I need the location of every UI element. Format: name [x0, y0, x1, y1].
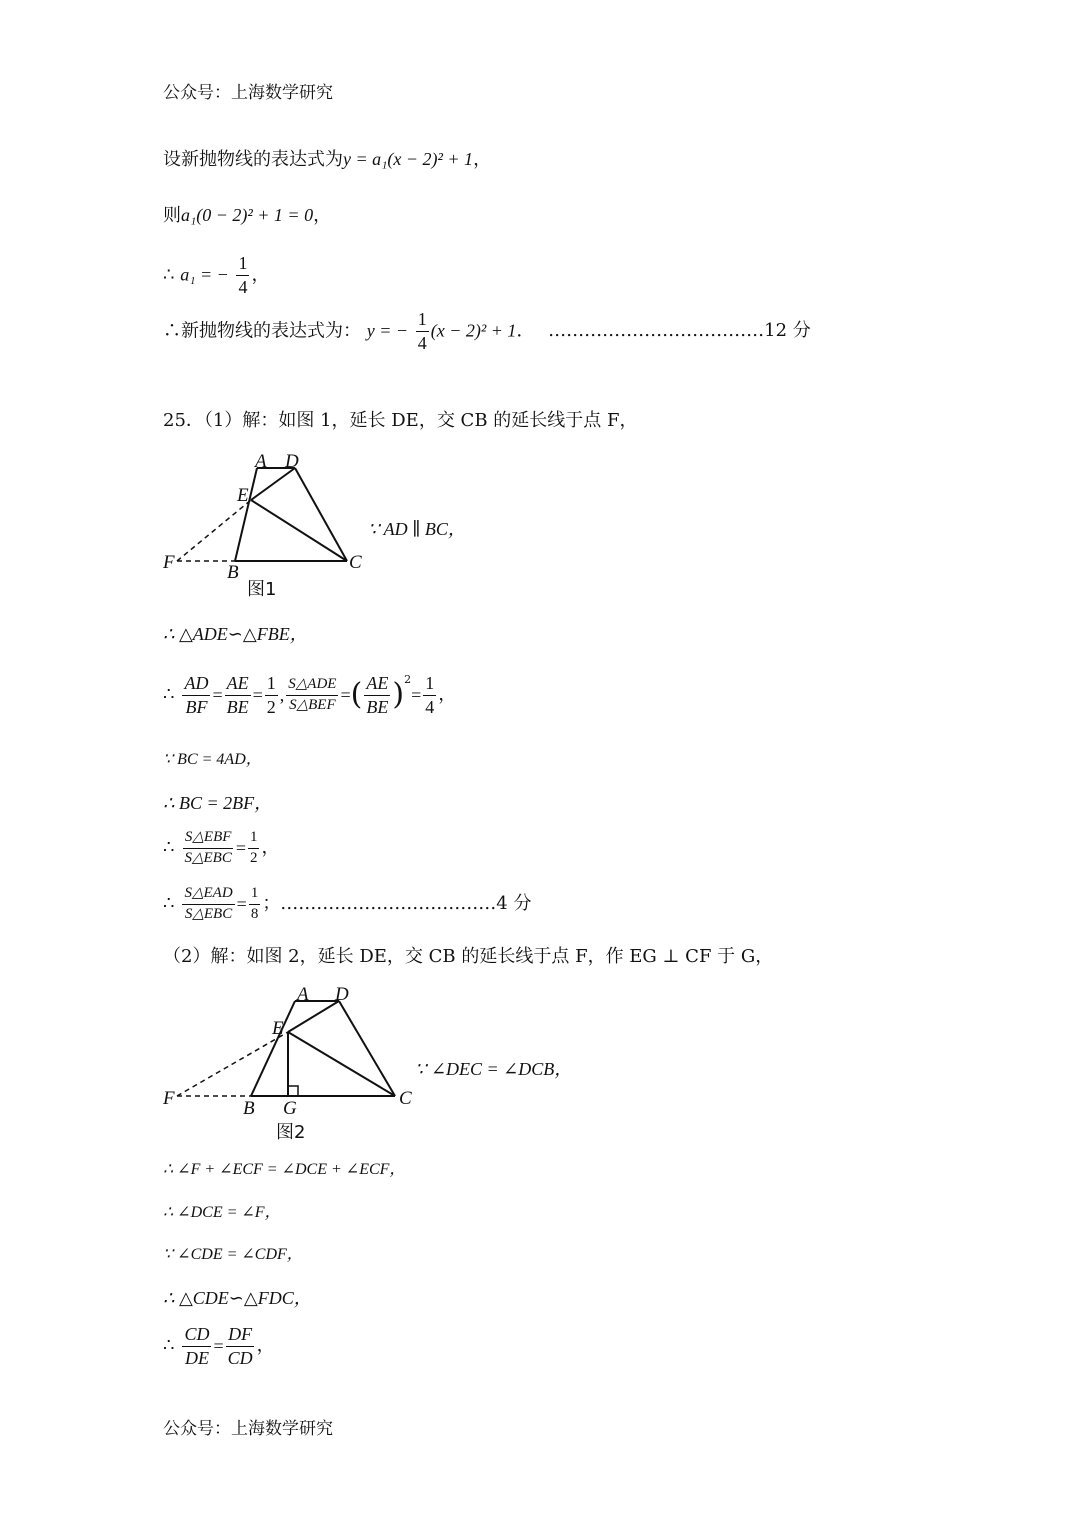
step-6-score: ；………………………………4 分 [262, 893, 532, 915]
eq-line-2-math: a₁(0 − 2)² + 1 = 0 [181, 205, 314, 225]
step-2-frac-a-num: AD [182, 674, 210, 696]
fig2-label-E: E [272, 1018, 284, 1039]
step-6-result [249, 886, 261, 923]
eq-line-3-den: 4 [238, 276, 248, 297]
eq-line-4: ∴新抛物线的表达式为： y = − $\frac{1}{4}$ (x − 2)² + 1． ………………………………12 分 [163, 309, 811, 353]
fig1-seg-FE [177, 500, 251, 561]
fig2-label-B: B [243, 1098, 255, 1119]
fig1-seg-EC [251, 500, 347, 561]
step-t5-a-num: CD [182, 1325, 211, 1347]
fig1-because: ∵ AD ∥ BC， [368, 519, 466, 539]
eq-line-4-text: ∴新抛物线的表达式为： [163, 320, 361, 342]
fig1-label-A: A [255, 451, 267, 472]
fig2-seg-EC [288, 1032, 395, 1096]
eq-line-4-lhs: y = − [366, 320, 409, 341]
fig1-seg-AB [235, 468, 257, 561]
step-1: ∴ △ADE∽△FBE， [163, 624, 308, 644]
eq-line-3-therefore: ∴ [163, 264, 175, 286]
eq-line-2-text: 则 [163, 205, 181, 226]
fig2-label-F: F [163, 1088, 175, 1109]
fig2-seg-ED [288, 1001, 339, 1032]
eq-line-4-num: 1 [416, 310, 429, 332]
step-2-frac-b [225, 674, 251, 717]
eq-line-4-rhs: (x − 2)² + 1 [430, 320, 517, 341]
fig2-because: ∵ ∠DEC = ∠DCB， [415, 1059, 573, 1079]
q25-intro: 25．（1）解：如图 1，延长 DE，交 CB 的延长线于点 F， [163, 410, 638, 431]
fig1-seg-DC [295, 468, 347, 561]
step-2-frac-a [182, 674, 210, 717]
fig2-seg-FE [177, 1032, 288, 1096]
step-2-frac-b-den: BE [226, 696, 249, 717]
step-2-frac-e [364, 674, 390, 717]
step-2-frac-e-num: AE [364, 674, 390, 696]
step-t3: ∵ ∠CDE = ∠CDF， [163, 1246, 303, 1263]
eq-line-1-math: y = a₁(x − 2)² + 1 [343, 149, 474, 169]
eq-line-3-frac [236, 254, 249, 297]
step-t5: ∴ $\frac{CD}{DE}$ = $\frac{DF}{CD}$ ， [163, 1324, 275, 1368]
header-watermark: 公众号：上海数学研究 [163, 83, 333, 103]
eq-line-4-den: 4 [417, 332, 427, 353]
step-2-frac-c-num: 1 [265, 674, 278, 696]
fig1-label-C: C [349, 552, 362, 573]
step-2-frac-d-den: S△BEF [289, 696, 336, 713]
step-6-frac [182, 886, 234, 923]
step-5: ∴ $\frac{\text{S△EBF}}{\text{S△EBC}}$ = $\frac{1}{2}$ ， [163, 829, 280, 866]
eq-line-4-frac [416, 310, 429, 353]
step-2-frac-e-den: BE [366, 696, 389, 717]
step-2-frac-f-num: 1 [423, 674, 436, 696]
part2-intro: （2）解：如图 2，延长 DE，交 CB 的延长线于点 F，作 EG ⊥ CF 于 G， [163, 946, 774, 967]
eq-line-2: 则a₁(0 − 2)² + 1 = 0， [163, 205, 332, 226]
step-t2: ∴ ∠DCE = ∠F， [163, 1204, 281, 1221]
step-2-frac-d-num: S△ADE [286, 677, 338, 696]
fig1-label-B: B [227, 562, 239, 583]
fig1-label-E: E [237, 485, 249, 506]
fig2-label-D: D [335, 984, 349, 1005]
step-2-frac-f-den: 4 [425, 696, 435, 717]
step-3: ∵ BC = 4AD， [163, 751, 262, 768]
step-2-frac-b-num: AE [225, 674, 251, 696]
step-5-num: S△EBF [183, 830, 234, 849]
step-t1: ∴ ∠F + ∠ECF = ∠DCE + ∠ECF， [163, 1161, 406, 1178]
fig2-caption: 图2 [276, 1122, 306, 1143]
step-2-frac-c-den: 2 [266, 696, 276, 717]
eq-line-3: ∴ a₁ = − $\frac{1}{4}$ ， [163, 253, 270, 297]
eq-line-3-num: 1 [236, 254, 249, 276]
step-2-frac-d [286, 677, 338, 714]
step-2-frac-f [423, 674, 436, 717]
step-t5-b-den: CD [227, 1347, 253, 1368]
step-5-frac [182, 830, 233, 867]
step-6-den: S△EBC [184, 905, 233, 922]
step-2: ∴ $\frac{AD}{BF}$ = $\frac{AE}{BE}$ = $\frac{1}{2}$ , $\frac{\text{S△ADE}}{\text{S△BEF}}$ = ( $\frac{AE}{BE}$ ) $^2$ = $\frac{1}{4}$ ， [163, 673, 457, 717]
step-t4: ∴ △CDE∽△FDC， [163, 1288, 312, 1308]
fig2-label-A: A [297, 984, 309, 1005]
step-6-result-num: 1 [249, 886, 261, 905]
fig1-label-D: D [285, 451, 299, 472]
step-6-num: S△EAD [182, 886, 234, 905]
fig2-seg-DC [339, 1001, 395, 1096]
step-t5-b-num: DF [226, 1325, 254, 1347]
fig2-right-angle [288, 1086, 298, 1096]
step-5-result-num: 1 [248, 830, 260, 849]
step-6-result-den: 8 [250, 905, 259, 922]
step-5-result-den: 2 [249, 849, 258, 866]
step-t5-frac-b [226, 1325, 255, 1368]
eq-line-3-lhs: a₁ = − [180, 264, 229, 285]
step-t5-a-den: DE [184, 1347, 209, 1368]
footer-watermark: 公众号：上海数学研究 [163, 1419, 333, 1439]
fig2-label-C: C [399, 1088, 412, 1109]
step-t5-frac-a [182, 1325, 211, 1368]
eq-line-4-score: ………………………………12 分 [548, 320, 811, 342]
fig2-label-G: G [283, 1098, 297, 1119]
fig1-caption: 图1 [247, 579, 277, 600]
eq-line-1: 设新抛物线的表达式为y = a₁(x − 2)² + 1， [163, 149, 492, 170]
step-5-result [248, 830, 260, 867]
step-6: ∴ $\frac{\text{S△EAD}}{\text{S△EBC}}$ = $\frac{1}{8}$ ；………………………………4 分 [163, 885, 532, 922]
eq-line-1-text: 设新抛物线的表达式为 [163, 149, 343, 170]
step-2-frac-c [265, 674, 278, 717]
fig1-label-F: F [163, 552, 175, 573]
step-2-frac-a-den: BF [185, 696, 208, 717]
step-5-den: S△EBC [184, 849, 232, 866]
step-4: ∴ BC = 2BF， [163, 793, 273, 813]
fig1-seg-ED [251, 468, 295, 500]
